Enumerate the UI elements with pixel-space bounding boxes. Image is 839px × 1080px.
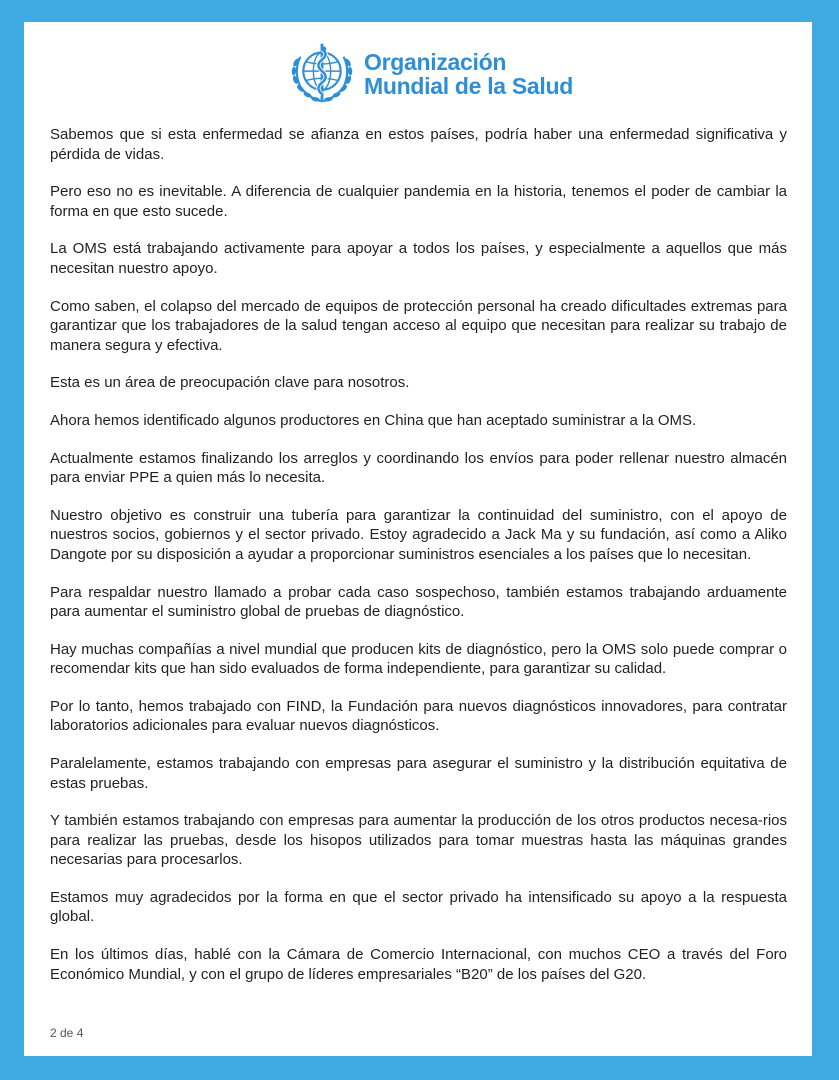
paragraph: Pero eso no es inevitable. A diferencia de cualquier pandemia en la historia, tenemos el poder de cambiar la forma en que esto sucede. xyxy=(50,183,787,220)
document-page xyxy=(24,22,812,1056)
paragraph: Paralelamente, estamos trabajando con empresas para asegurar el suministro y la distribución equitativa de estas pruebas. xyxy=(50,755,787,792)
paragraph: Para respaldar nuestro llamado a probar cada caso sospechoso, también estamos trabajando arduamente para aumentar el suministro global de pruebas de diagnóstico. xyxy=(50,583,787,620)
paragraph: En los últimos días, hablé con la Cámara de Comercio Internacional, con muchos CEO a través del Foro Económico Mundial, y con el grupo de líderes empresariales “B20” de los países del G20. xyxy=(50,946,787,983)
paragraph: Ahora hemos identificado algunos productores en China que han aceptado suministrar a la OMS. xyxy=(50,411,697,429)
paragraph: Sabemos que si esta enfermedad se afianza en estos países, podría haber una enfermedad significativa y pérdida de vidas. xyxy=(50,126,787,163)
paragraph: Como saben, el colapso del mercado de equipos de protección personal ha creado dificultades extremas para garantizar que los trabajadores de la salud tengan acceso al equipo que necesitan para realizar su trabajo de manera segura y efectiva. xyxy=(50,297,787,354)
organization-name xyxy=(364,50,573,98)
paragraph: La OMS está trabajando activamente para apoyar a todos los países, y especialmente a aquellos que más necesitan nuestro apoyo. xyxy=(50,240,787,277)
page-number: 2 de 4 xyxy=(50,1026,84,1040)
paragraph: Actualmente estamos finalizando los arreglos y coordinando los envíos para poder rellenar nuestro almacén para enviar PPE a quien más lo necesita. xyxy=(50,449,787,487)
org-name-line2: Mundial de la Salud xyxy=(364,73,573,99)
paragraph: Nuestro objetivo es construir una tubería para garantizar la continuidad del suministro, con el apoyo de nuestros socios, gobiernos y el sector privado. Estoy agradecido a Jack Ma y su fundación, así como a Aliko Dangote por su disposición a ayudar a proporcionar suministros esenciales a los países que lo necesitan. xyxy=(50,506,787,563)
who-header xyxy=(286,38,573,110)
paragraph: Hay muchas compañías a nivel mundial que producen kits de diagnóstico, pero la OMS solo puede comprar o recomendar kits que han sido evaluados de forma independiente, para garantizar su calidad. xyxy=(50,640,787,678)
paragraph: Por lo tanto, hemos trabajado con FIND, la Fundación para nuevos diagnósticos innovadores, para contratar laboratorios adicionales para evaluar nuevos diagnósticos. xyxy=(50,697,787,735)
org-name-line1: Organización xyxy=(364,49,507,75)
document-body xyxy=(50,125,787,984)
paragraph: Estamos muy agradecidos por la forma en que el sector privado ha intensificado su apoyo a la respuesta global. xyxy=(50,888,787,926)
paragraph: Y también estamos trabajando con empresas para aumentar la producción de los otros productos necesa-rios para realizar las pruebas, desde los hisopos utilizados para tomar muestras hasta las máquinas grandes necesarias para procesarlos. xyxy=(50,812,787,869)
who-emblem-icon xyxy=(286,38,358,110)
paragraph: Esta es un área de preocupación clave para nosotros. xyxy=(50,374,410,392)
